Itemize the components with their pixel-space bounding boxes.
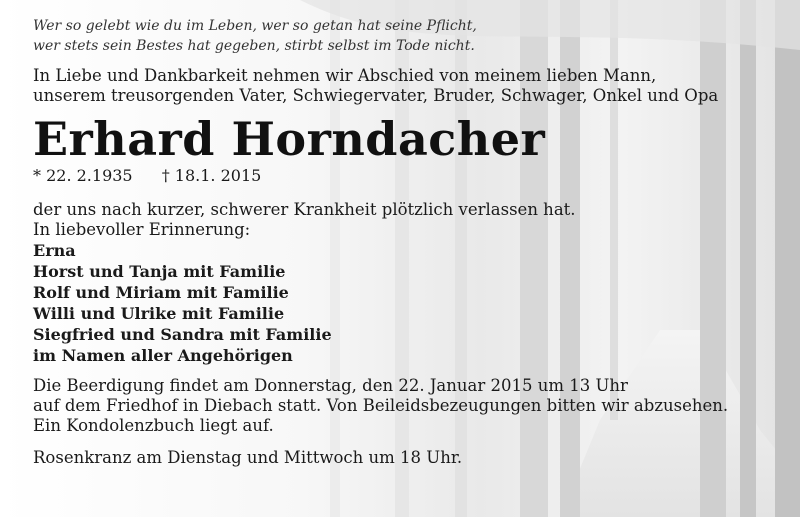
- funeral-line: Die Beerdigung findet am Donnerstag, den 22. Januar 2015 um 13 Uhr: [33, 376, 628, 395]
- notice-content: [33, 16, 783, 468]
- life-dates: [33, 166, 783, 186]
- mourners-list: [33, 240, 783, 366]
- mourner-item: Willi und Ulrike mit Familie: [33, 304, 285, 323]
- birth-date: * 22. 2.1935: [33, 166, 133, 185]
- death-date: † 18.1. 2015: [161, 166, 262, 185]
- motto-verse: [33, 16, 783, 56]
- funeral-info: [33, 376, 783, 436]
- mourner-item: Horst und Tanja mit Familie: [33, 262, 286, 281]
- motto-line: Wer so gelebt wie du im Leben, wer so getan hat seine Pflicht,: [33, 18, 477, 34]
- passed-text: der uns nach kurzer, schwerer Krankheit plötzlich verlassen hat.: [33, 200, 576, 219]
- intro-line: unserem treusorgenden Vater, Schwiegervater, Bruder, Schwager, Onkel und Opa: [33, 86, 719, 105]
- mourner-item: Siegfried und Sandra mit Familie: [33, 325, 332, 344]
- intro-line: In Liebe und Dankbarkeit nehmen wir Abschied von meinem lieben Mann,: [33, 66, 657, 85]
- deceased-name: Erhard Horndacher: [33, 112, 546, 166]
- mourner-item: im Namen aller Angehörigen: [33, 346, 293, 365]
- mourner-item: Erna: [33, 241, 76, 260]
- funeral-line: Ein Kondolenzbuch liegt auf.: [33, 416, 274, 435]
- memory-label: In liebevoller Erinnerung:: [33, 220, 251, 239]
- funeral-line: auf dem Friedhof in Diebach statt. Von Beileidsbezeugungen bitten wir abzusehen.: [33, 396, 729, 415]
- rosary-info: Rosenkranz am Dienstag und Mittwoch um 18 Uhr.: [33, 448, 463, 467]
- motto-line: wer stets sein Bestes hat gegeben, stirbt selbst im Tode nicht.: [33, 38, 475, 54]
- mourner-item: Rolf und Miriam mit Familie: [33, 283, 289, 302]
- intro-text: [33, 66, 783, 106]
